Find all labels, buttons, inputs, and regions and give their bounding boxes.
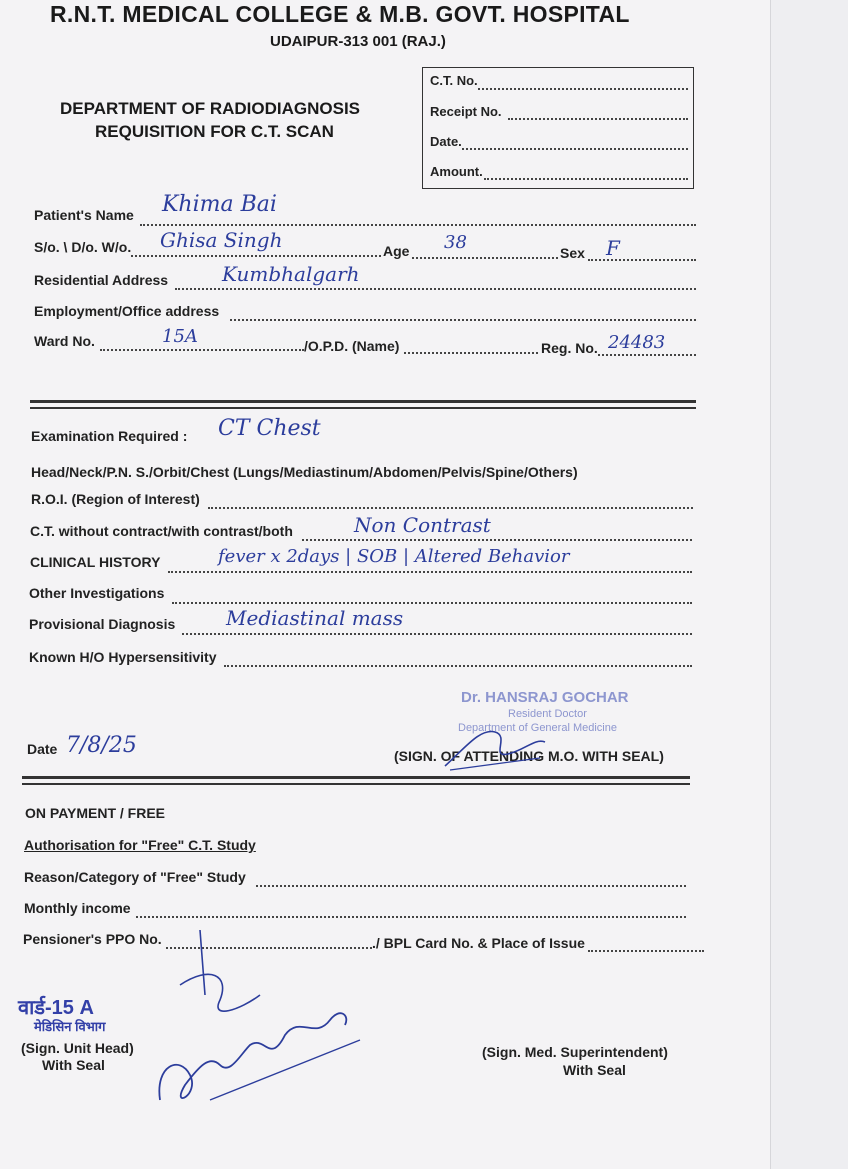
receipt-no-field[interactable] [508, 118, 688, 120]
patient-name-label: Patient's Name [34, 207, 134, 223]
address-field[interactable] [175, 288, 696, 290]
opd-label: /O.P.D. (Name) [304, 338, 400, 354]
mo-signature [440, 718, 550, 773]
date-box-field[interactable] [462, 148, 688, 150]
reg-label: Reg. No. [541, 340, 598, 356]
section-divider-mid-2 [22, 783, 690, 785]
history-label: CLINICAL HISTORY [30, 554, 161, 570]
relation-value: Ghisa Singh [160, 228, 283, 252]
doctor-stamp-role: Resident Doctor [508, 708, 587, 720]
amount-label: Amount. [430, 164, 483, 179]
ward-label: Ward No. [34, 333, 95, 349]
contrast-field[interactable] [302, 539, 692, 541]
receipt-no-label: Receipt No. [430, 104, 502, 119]
doctor-stamp-name: Dr. HANSRAJ GOCHAR [461, 689, 629, 706]
roi-label: R.O.I. (Region of Interest) [31, 491, 200, 507]
date-box-label: Date. [430, 134, 462, 149]
unit-stamp-dept: मेडिसिन विभाग [34, 1019, 106, 1034]
reason-field[interactable] [256, 885, 686, 887]
hypersens-label: Known H/O Hypersensitivity [29, 649, 217, 665]
bpl-field[interactable] [588, 950, 704, 952]
unit-stamp: वार्ड-15 A [18, 997, 94, 1019]
reason-label: Reason/Category of "Free" Study [24, 869, 246, 885]
sex-field[interactable] [588, 259, 696, 261]
reg-field[interactable] [598, 354, 696, 356]
patient-name-value: Khima Bai [162, 192, 277, 217]
hospital-name: R.N.T. MEDICAL COLLEGE & M.B. GOVT. HOSPITAL [50, 1, 630, 27]
ward-value: 15A [162, 326, 198, 347]
ppo-label: Pensioner's PPO No. [23, 931, 162, 947]
hypersens-field[interactable] [224, 665, 692, 667]
age-label: Age [383, 243, 410, 259]
unit-head-signature [150, 925, 370, 1115]
with-seal-unit: With Seal [42, 1057, 105, 1073]
age-value: 38 [444, 232, 467, 253]
with-seal-superintendent: With Seal [563, 1062, 626, 1078]
date-label: Date [27, 741, 58, 757]
employment-field[interactable] [230, 319, 696, 321]
paper-edge [770, 0, 848, 1169]
sex-label: Sex [560, 245, 585, 261]
income-field[interactable] [136, 916, 686, 918]
payment-label: ON PAYMENT / FREE [25, 805, 166, 821]
roi-field[interactable] [208, 507, 693, 509]
history-field[interactable] [168, 571, 692, 573]
other-inv-field[interactable] [172, 602, 692, 604]
opd-field[interactable] [404, 352, 538, 354]
doctor-stamp-dept: Department of General Medicine [458, 722, 617, 734]
address-label: Residential Address [34, 272, 169, 288]
bpl-label: ./ BPL Card No. & Place of Issue [372, 935, 585, 951]
date-value: 7/8/25 [66, 733, 137, 758]
sign-unit-label: (Sign. Unit Head) [21, 1040, 134, 1056]
patient-name-field[interactable] [140, 224, 696, 226]
sex-value: F [606, 236, 620, 260]
prov-diag-label: Provisional Diagnosis [29, 616, 176, 632]
contrast-value: Non Contrast [354, 513, 491, 537]
exam-label: Examination Required : [31, 428, 188, 444]
contrast-label: C.T. without contract/with contrast/both [30, 523, 293, 539]
ct-no-field[interactable] [478, 88, 688, 90]
other-inv-label: Other Investigations [29, 585, 165, 601]
department-title: DEPARTMENT OF RADIODIAGNOSIS [60, 99, 361, 118]
ct-no-label: C.T. No. [430, 73, 478, 88]
reg-value: 24483 [608, 332, 666, 353]
employment-label: Employment/Office address [34, 303, 220, 319]
auth-label: Authorisation for "Free" C.T. Study [24, 837, 256, 853]
sign-mo-label: (SIGN. OF ATTENDING M.O. WITH SEAL) [394, 748, 664, 764]
relation-field[interactable] [131, 255, 381, 257]
age-field[interactable] [412, 257, 558, 259]
section-divider-top-2 [30, 407, 696, 409]
regions-text: Head/Neck/P.N. S./Orbit/Chest (Lungs/Mediastinum/Abdomen/Pelvis/Spine/Others) [31, 464, 578, 480]
exam-value: CT Chest [218, 416, 321, 441]
ward-field[interactable] [100, 349, 304, 351]
income-label: Monthly income [24, 900, 131, 916]
section-divider-top [30, 400, 696, 403]
section-divider-mid [22, 776, 690, 779]
relation-label: S/o. \ D/o. W/o. [34, 239, 132, 255]
history-value: fever x 2days | SOB | Altered Behavior [218, 546, 570, 567]
amount-field[interactable] [484, 178, 688, 180]
prov-diag-value: Mediastinal mass [226, 606, 404, 630]
prov-diag-field[interactable] [182, 633, 692, 635]
sign-superintendent-label: (Sign. Med. Superintendent) [482, 1044, 668, 1060]
hospital-address: UDAIPUR-313 001 (RAJ.) [270, 33, 446, 50]
form-title: REQUISITION FOR C.T. SCAN [95, 122, 334, 141]
address-value: Kumbhalgarh [222, 262, 360, 286]
